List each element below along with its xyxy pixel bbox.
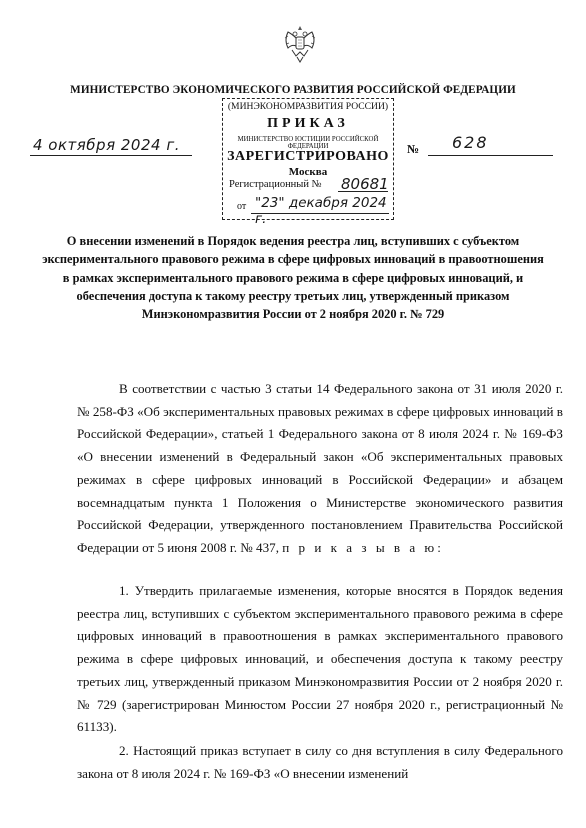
- document-title: О внесении изменений в Порядок ведения реестра лиц, вступивших с субъектом экспериментального правового режима в сфере цифровых инноваций в правоотношения в рамках экспериментального правового режима в сфере цифровых инноваций, и обеспечения доступа к такому реестру третьих лиц, утвержденный приказом Минэкономразвития России от 2 ноября 2020 г. № 729: [42, 234, 544, 322]
- coat-of-arms-icon: [282, 24, 318, 64]
- stamp-registered: ЗАРЕГИСТРИРОВАНО: [227, 149, 389, 164]
- stamp-city: Москва: [288, 166, 328, 178]
- order-date: 4 октября 2024 г.: [33, 136, 180, 154]
- order-date-underline: [30, 155, 192, 156]
- clause-2: 2. Настоящий приказ вступает в силу со дня вступления в силу Федерального закона от 8 июля 2024 г. № 169-ФЗ «О внесении изменений: [77, 743, 563, 781]
- order-word: п р и к а з ы в а ю:: [282, 539, 444, 555]
- ministry-name: МИНИСТЕРСТВО ЭКОНОМИЧЕСКОГО РАЗВИТИЯ РОССИЙСКОЙ ФЕДЕРАЦИИ: [70, 84, 516, 96]
- order-number: 628: [452, 133, 489, 152]
- stamp-reg-number: 80681: [341, 175, 389, 193]
- registration-stamp: [222, 98, 394, 227]
- clause-1: 1. Утвердить прилагаемые изменения, которые вносятся в Порядок ведения реестра лиц, вступивших с субъектом экспериментального правового режима в сфере цифровых инноваций в правоотношения в рамках экспериментального правового режима в сфере цифровых инноваций, и обеспечения доступа к такому реестру третьих лиц, утвержденный приказом Минэкономразвития России от 2 ноября 2020 г. № 729 (зарегистрирован Минюстом России 27 ноября 2020 г., регистрационный № 61133).: [77, 583, 563, 735]
- preamble-text: В соответствии с частью 3 статьи 14 Федерального закона от 31 июля 2020 г. № 258-ФЗ «Об экспериментальных правовых режимах в сфере цифровых инноваций в Российской Федерации», статьей 1 Федерального закона от 8 июля 2024 г. № 169-ФЗ «О внесении изменений в Федеральный закон «Об экспериментальных правовых режимах в сфере цифровых инноваций в Российской Федерации» и абзацем восемнадцатым пункта 1 Положения о Министерстве экономического развития Российской Федерации, утвержденного постановлением Правительства Российской Федерации от 5 июня 2008 г. № 437,: [77, 381, 563, 555]
- stamp-date-underline: [251, 213, 389, 214]
- stamp-reg-underline: [338, 191, 388, 192]
- stamp-minjust: МИНИСТЕРСТВО ЮСТИЦИИ РОССИЙСКОЙ ФЕДЕРАЦИИ: [237, 136, 379, 150]
- stamp-reg-label: Регистрационный №: [229, 179, 322, 190]
- stamp-ministry-short: (МИНЭКОНОМРАЗВИТИЯ РОССИИ): [227, 101, 389, 112]
- doc-type-heading: ПРИКАЗ: [267, 116, 349, 131]
- number-sign: №: [407, 142, 420, 156]
- preamble-paragraph: [77, 378, 563, 560]
- stamp-date: "23" декабря 2024 г.: [255, 195, 387, 227]
- stamp-date-prefix: от: [237, 201, 247, 212]
- order-number-underline: [428, 155, 553, 156]
